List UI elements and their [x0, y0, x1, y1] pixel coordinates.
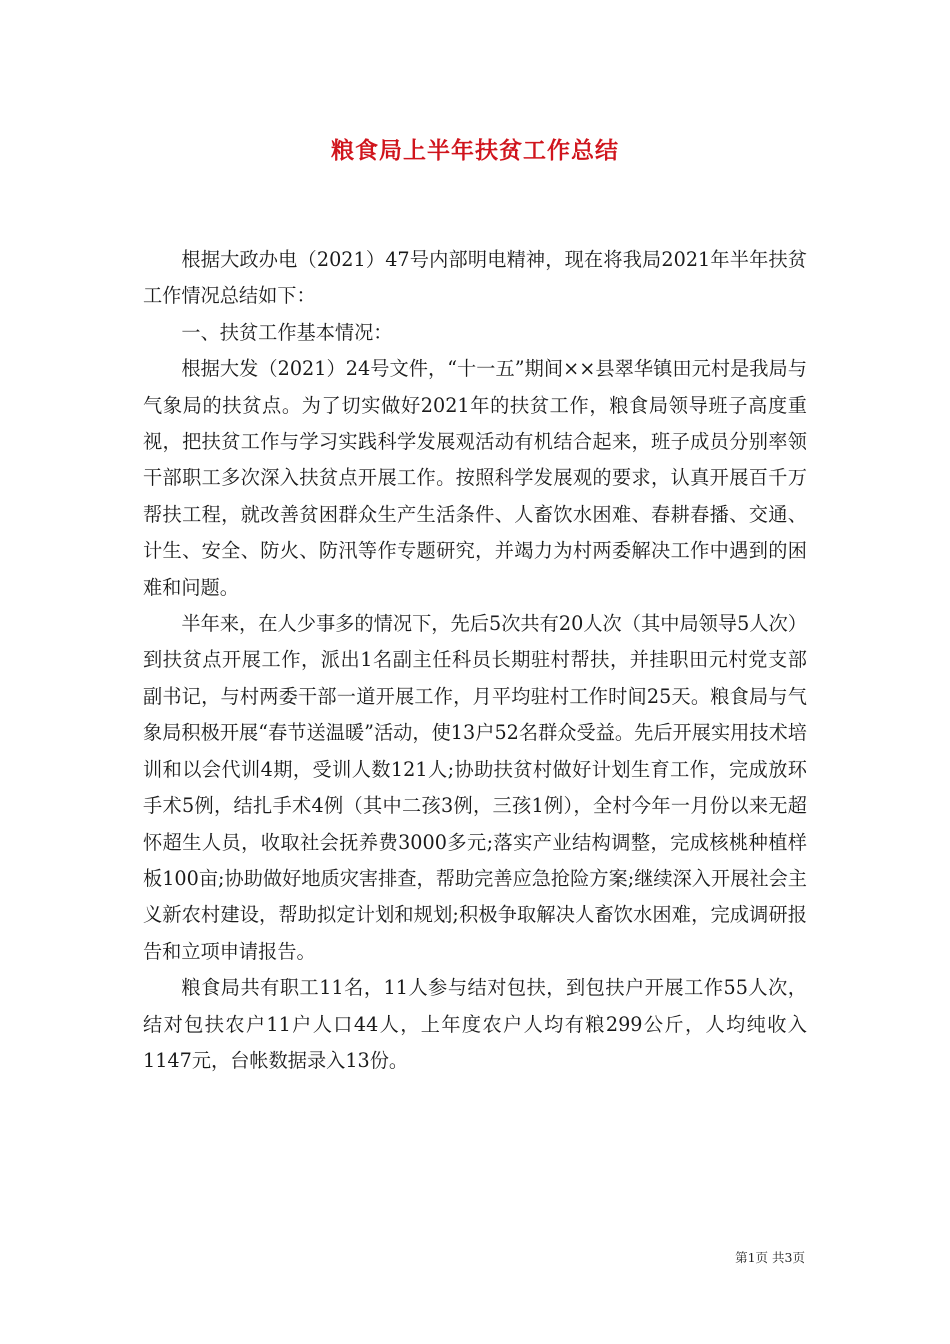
- paragraph-staff-pairing: 粮食局共有职工11名，11人参与结对包扶，到包扶户开展工作55人次，结对包扶农户11户人口44人，上年度农户人均有粮299公斤，人均纯收入1147元，台帐数据录入13份。: [143, 976, 807, 1072]
- paragraph-half-year-work: 半年来，在人少事多的情况下，先后5次共有20人次（其中局领导5人次）到扶贫点开展工作，派出1名副主任科员长期驻村帮扶，并挂职田元村党支部副书记，与村两委干部一道开展工作，月平均驻村工作时间25天。粮食局与气象局积极开展“春节送温暖”活动，使13户52名群众受益。先后开展实用技术培训和以会代训4期，受训人数121人;协助扶贫村做好计划生育工作，完成放环手术5例，结扎手术4例（其中二孩3例，三孩1例），全村今年一月份以来无超怀超生人员，收取社会抚养费3000多元;落实产业结构调整，完成核桃种植样板100亩;协助做好地质灾害排查，帮助完善应急抢险方案;继续深入开展社会主义新农村建设，帮助拟定计划和规划;积极争取解决人畜饮水困难，完成调研报告和立项申请报告。: [143, 612, 807, 963]
- page-number: 第1页 共3页: [735, 1250, 805, 1265]
- paragraph-intro: 根据大政办电（2021）47号内部明电精神，现在将我局2021年半年扶贫工作情况总结如下：: [143, 248, 807, 308]
- document-title: 粮食局上半年扶贫工作总结: [331, 137, 619, 164]
- section-heading-1: 一、扶贫工作基本情况：: [181, 320, 393, 344]
- document-body: [143, 242, 807, 1079]
- paragraph-background: 根据大发（2021）24号文件，“十一五”期间××县翠华镇田元村是我局与气象局的扶贫点。为了切实做好2021年的扶贫工作，粮食局领导班子高度重视，把扶贫工作与学习实践科学发展观活动有机结合起来，班子成员分别率领干部职工多次深入扶贫点开展工作。按照科学发展观的要求，认真开展百千万帮扶工程，就改善贫困群众生产生活条件、人畜饮水困难、春耕春播、交通、计生、安全、防火、防汛等作专题研究，并竭力为村两委解决工作中遇到的困难和问题。: [143, 357, 807, 599]
